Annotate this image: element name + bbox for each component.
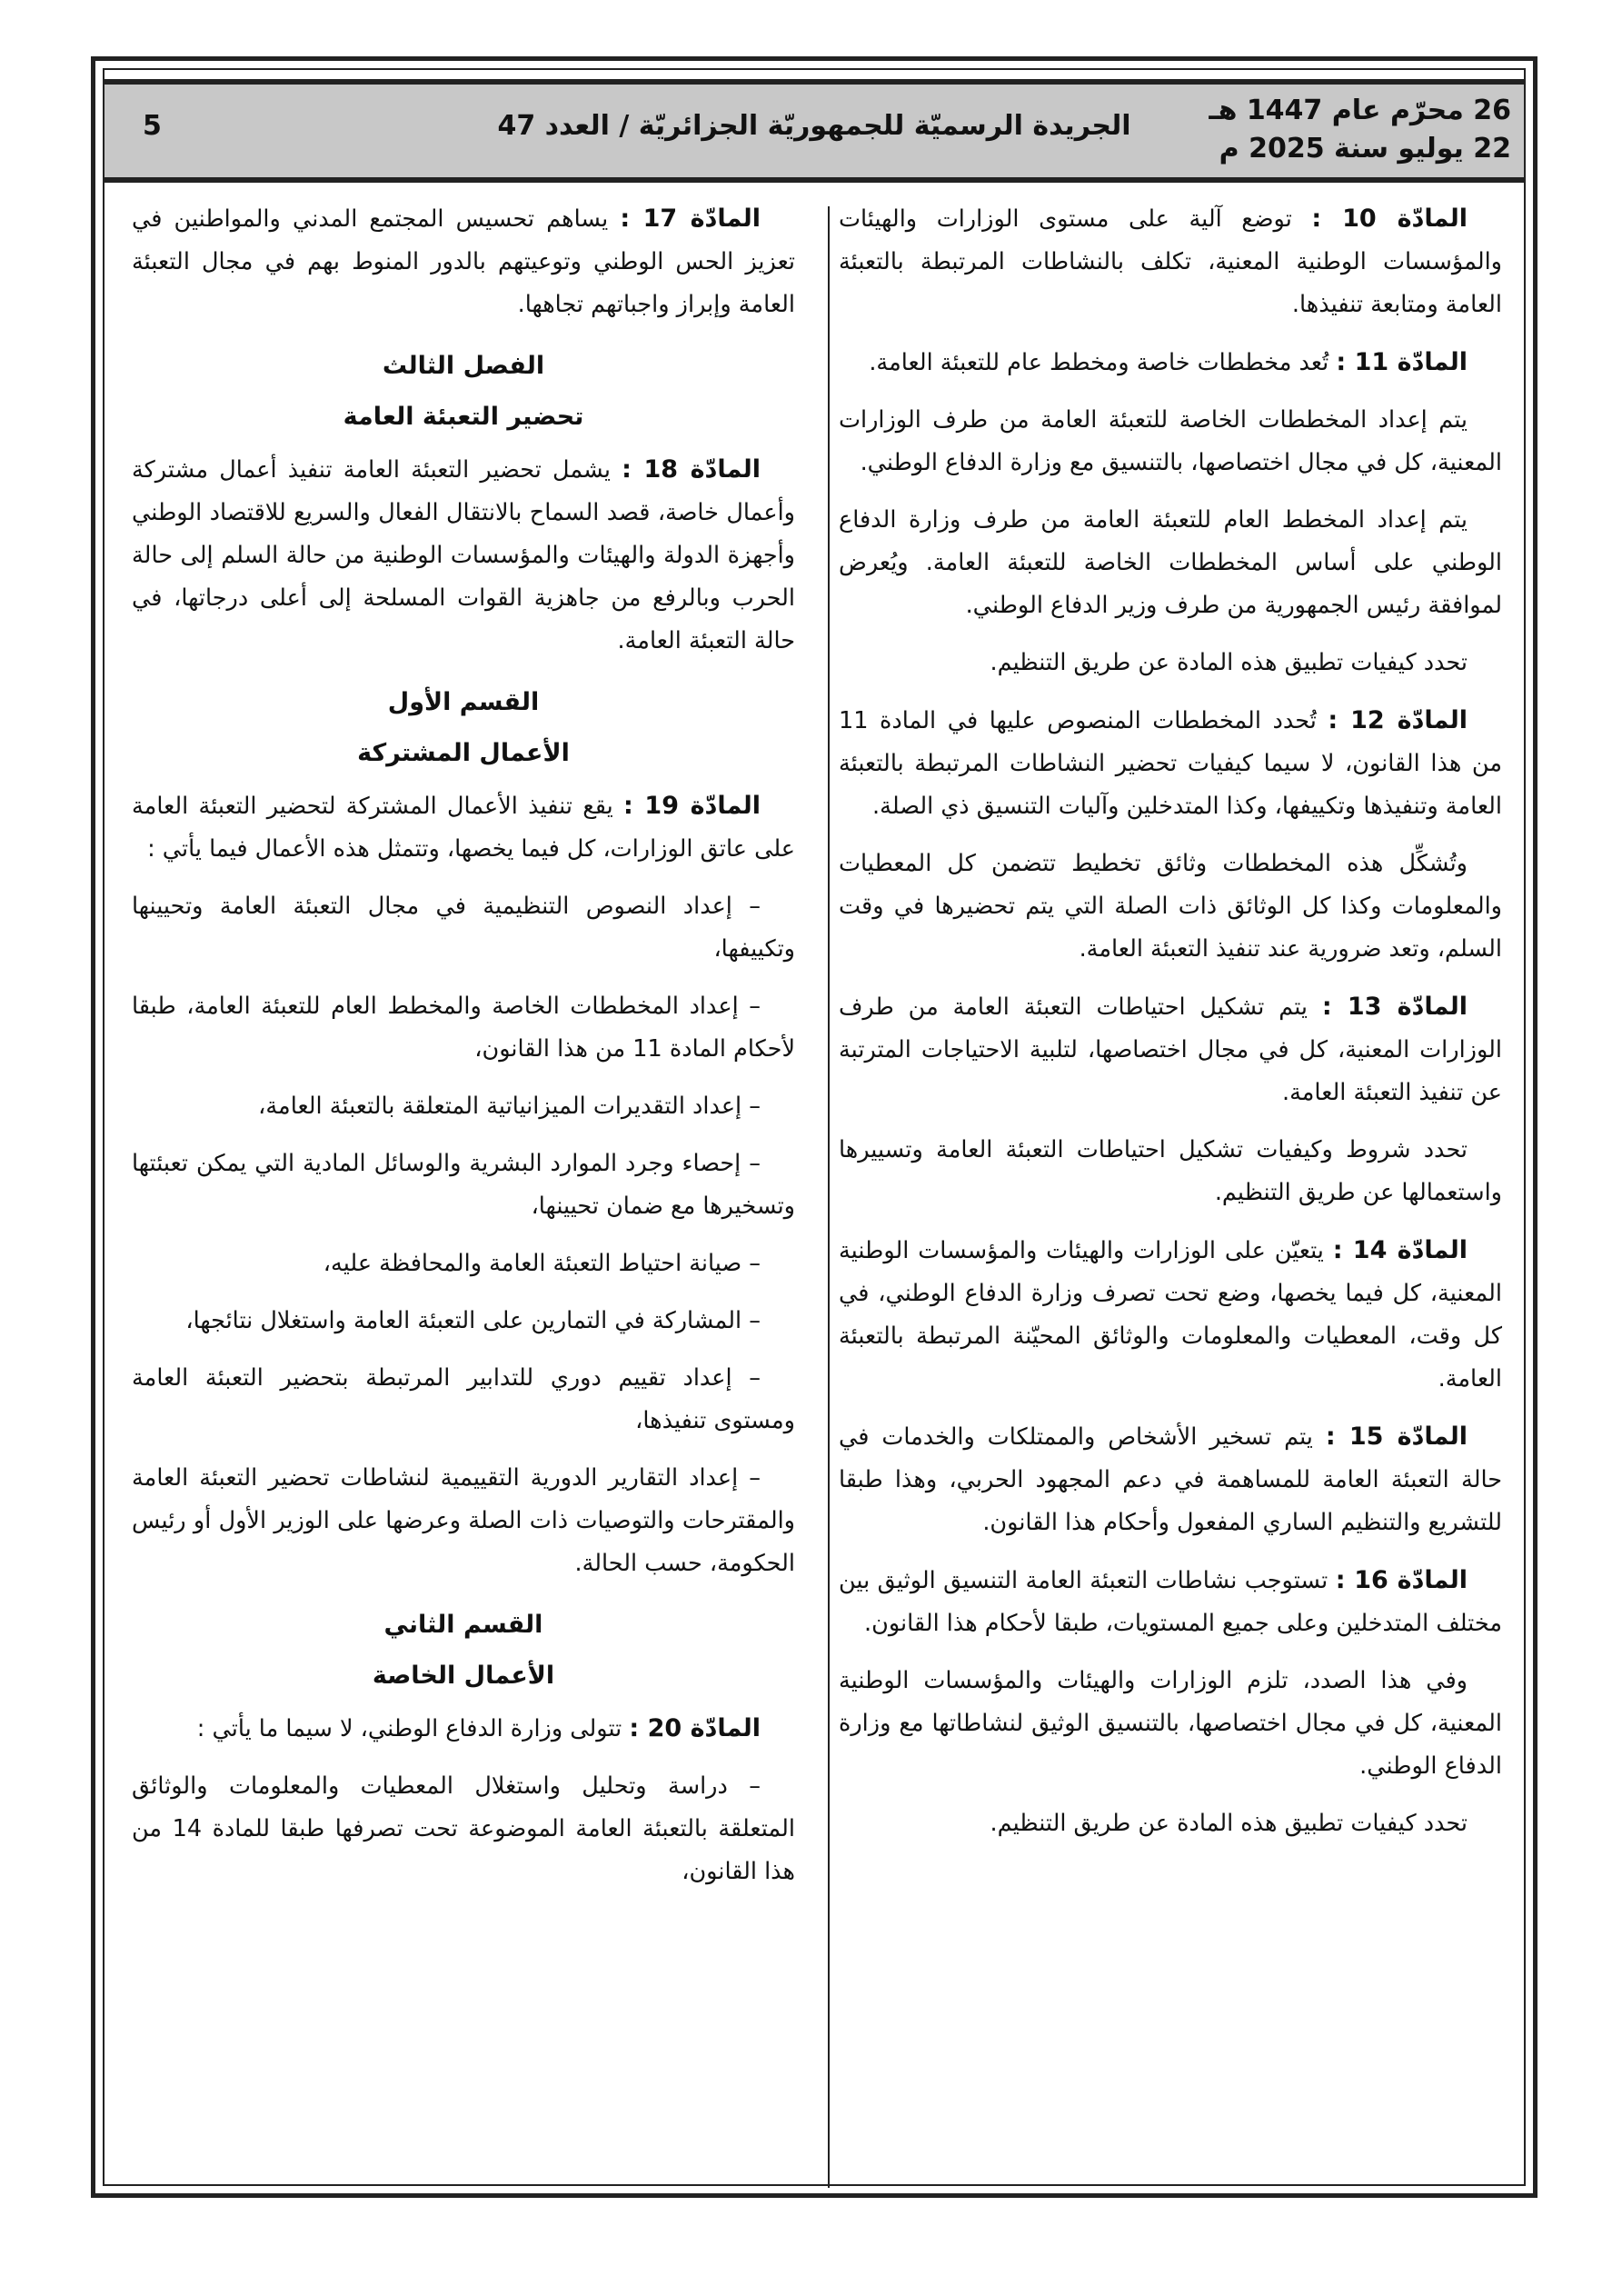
paragraph bbox=[839, 642, 1502, 684]
paragraph-text: تحدد شروط وكيفيات تشكيل احتياطات التعبئة العامة وتسييرها واستعمالها عن طريق التنظيم. bbox=[839, 1136, 1502, 1206]
article-number: المادّة 20 : bbox=[629, 1714, 761, 1742]
section-subheading: الأعمال الخاصة bbox=[372, 1662, 555, 1690]
paragraph bbox=[132, 1085, 795, 1128]
paragraph-text: يتم تشكيل احتياطات التعبئة العامة من طرف الوزارات المعنية، كل في مجال اختصاصها، لتلبية الاحتياجات المترتبة عن تنفيذ التعبئة العامة. bbox=[839, 993, 1502, 1106]
section-heading: الفصل الثالث bbox=[382, 352, 545, 380]
article-paragraph bbox=[839, 1559, 1502, 1645]
paragraph bbox=[839, 1129, 1502, 1214]
paragraph-text: تُحدد المخططات المنصوص عليها في المادة 11 من هذا القانون، لا سيما كيفيات تحضير النشاطات المرتبطة بالتعبئة العامة وتنفيذها وتكييفها، وكذا المتدخلين وآليات التنسيق ذي الصلة. bbox=[839, 707, 1502, 820]
article-paragraph bbox=[132, 448, 795, 663]
article-paragraph bbox=[839, 197, 1502, 326]
article-number: المادّة 12 : bbox=[1328, 706, 1468, 734]
paragraph bbox=[839, 1660, 1502, 1788]
article-number: المادّة 15 : bbox=[1325, 1423, 1468, 1451]
paragraph bbox=[839, 499, 1502, 627]
paragraph-text: – إعداد النصوص التنظيمية في مجال التعبئة العامة وتحيينها وتكييفها، bbox=[132, 893, 795, 963]
article-number: المادّة 16 : bbox=[1335, 1566, 1468, 1594]
section-heading: القسم الثاني bbox=[383, 1611, 543, 1639]
hijri-date: 26 محرّم عام 1447 هـ bbox=[1209, 95, 1511, 126]
article-paragraph bbox=[132, 784, 795, 871]
paragraph bbox=[132, 1357, 795, 1442]
article-paragraph bbox=[132, 1707, 795, 1751]
paragraph-text: – إعداد التقديرات الميزانياتية المتعلقة بالتعبئة العامة، bbox=[258, 1093, 761, 1120]
paragraph-text: تستوجب نشاطات التعبئة العامة التنسيق الوثيق بين مختلف المتدخلين وعلى جميع المستويات، طبقا لأحكام هذا القانون. bbox=[839, 1567, 1502, 1637]
paragraph-text: – إعداد تقييم دوري للتدابير المرتبطة بتحضير التعبئة العامة ومستوى تنفيذها، bbox=[132, 1364, 795, 1434]
paragraph-text: تُعد مخططات خاصة ومخطط عام للتعبئة العامة. bbox=[869, 349, 1337, 376]
paragraph bbox=[132, 1765, 795, 1893]
article-number: المادّة 17 : bbox=[620, 205, 761, 233]
article-number: المادّة 13 : bbox=[1321, 993, 1468, 1021]
paragraph bbox=[132, 1143, 795, 1228]
page-header bbox=[104, 79, 1524, 183]
article-number: المادّة 11 : bbox=[1336, 348, 1468, 376]
paragraph-text: تتولى وزارة الدفاع الوطني، لا سيما ما يأتي : bbox=[196, 1715, 630, 1742]
paragraph-text: – صيانة احتياط التعبئة العامة والمحافظة عليه، bbox=[323, 1250, 761, 1277]
gregorian-date: 22 يوليو سنة 2025 م bbox=[1219, 133, 1511, 165]
paragraph-text: يساهم تحسيس المجتمع المدني والمواطنين في تعزيز الحس الوطني وتوعيتهم بالدور المنوط بهم في مجال التعبئة العامة وإبراز واجباتهم تجاهها. bbox=[132, 205, 795, 318]
page-frame-inner bbox=[103, 68, 1526, 2186]
paragraph-text: – دراسة وتحليل واستغلال المعطيات والمعلومات والوثائق المتعلقة بالتعبئة العامة الموضوعة تحت تصرفها طبقا للمادة 14 من هذا القانون، bbox=[132, 1772, 795, 1885]
article-number: المادّة 10 : bbox=[1311, 205, 1468, 233]
article-paragraph bbox=[839, 985, 1502, 1114]
paragraph bbox=[839, 843, 1502, 971]
right-column bbox=[839, 197, 1502, 1860]
paragraph bbox=[839, 1802, 1502, 1845]
paragraph-text: – إحصاء وجرد الموارد البشرية والوسائل المادية التي يمكن تعبئتها وتسخيرها مع ضمان تحيينها، bbox=[132, 1150, 795, 1220]
article-paragraph bbox=[839, 1415, 1502, 1544]
paragraph bbox=[132, 1457, 795, 1585]
paragraph-text: يتم إعداد المخططات الخاصة للتعبئة العامة من طرف الوزارات المعنية، كل في مجال اختصاصها، بالتنسيق مع وزارة الدفاع الوطني. bbox=[839, 406, 1502, 476]
article-paragraph bbox=[132, 197, 795, 326]
paragraph bbox=[132, 985, 795, 1071]
article-number: المادّة 14 : bbox=[1332, 1236, 1468, 1264]
paragraph-text: يشمل تحضير التعبئة العامة تنفيذ أعمال مشتركة وأعمال خاصة، قصد السماح بالانتقال الفعال والسريع للاقتصاد الوطني وأجهزة الدولة والهيئات والمؤسسات الوطنية من حالة السلم إلى حالة الحرب وبالرفع من جاهزية القوات المسلحة إلى أعلى درجاتها، في حالة التعبئة العامة. bbox=[132, 456, 795, 654]
paragraph bbox=[839, 399, 1502, 484]
paragraph bbox=[132, 885, 795, 971]
article-number: المادّة 19 : bbox=[623, 792, 761, 820]
article-paragraph bbox=[839, 1229, 1502, 1401]
paragraph-text: تحدد كيفيات تطبيق هذه المادة عن طريق التنظيم. bbox=[990, 1810, 1468, 1837]
section-subheading: تحضير التعبئة العامة bbox=[343, 403, 584, 431]
paragraph-text: يتعيّن على الوزارات والهيئات والمؤسسات الوطنية المعنية، كل فيما يخصها، وضع تحت تصرف وزارة الدفاع الوطني، في كل وقت، المعطيات والمعلومات والوثائق المحيّنة المرتبطة بالتعبئة العامة. bbox=[839, 1237, 1502, 1393]
paragraph-text: يتم تسخير الأشخاص والممتلكات والخدمات في حالة التعبئة العامة للمساهمة في دعم المجهود الحربي، وهذا طبقا للتشريع والتنظيم الساري المفعول وأحكام هذا القانون. bbox=[839, 1423, 1502, 1536]
paragraph-text: – إعداد التقارير الدورية التقييمية لنشاطات تحضير التعبئة العامة والمقترحات والتوصيات ذات الصلة وعرضها على الوزير الأول أو رئيس الحكومة، حسب الحالة. bbox=[132, 1464, 795, 1577]
paragraph-text: – المشاركة في التمارين على التعبئة العامة واستغلال نتائجها، bbox=[185, 1307, 761, 1334]
gazette-title: الجريدة الرسميّة للجمهوريّة الجزائريّة / العدد 47 bbox=[497, 110, 1131, 142]
paragraph bbox=[132, 1300, 795, 1343]
article-paragraph bbox=[839, 699, 1502, 828]
paragraph-text: يتم إعداد المخطط العام للتعبئة العامة من طرف وزارة الدفاع الوطني على أساس المخططات الخاصة للتعبئة العامة. ويُعرض لموافقة رئيس الجمهورية من طرف وزير الدفاع الوطني. bbox=[839, 506, 1502, 619]
paragraph-text: توضع آلية على مستوى الوزارات والهيئات والمؤسسات الوطنية المعنية، تكلف بالنشاطات المرتبطة بالتعبئة العامة ومتابعة تنفيذها. bbox=[839, 205, 1502, 318]
article-number: المادّة 18 : bbox=[622, 455, 761, 484]
section-heading: القسم الأول bbox=[387, 688, 540, 716]
page-frame bbox=[91, 56, 1537, 2198]
page-number: 5 bbox=[143, 110, 162, 142]
column-divider bbox=[828, 206, 830, 2188]
article-paragraph bbox=[839, 341, 1502, 384]
paragraph-text: – إعداد المخططات الخاصة والمخطط العام للتعبئة العامة، طبقا لأحكام المادة 11 من هذا القانون، bbox=[132, 993, 795, 1063]
paragraph-text: تحدد كيفيات تطبيق هذه المادة عن طريق التنظيم. bbox=[990, 649, 1468, 676]
paragraph-text: وفي هذا الصدد، تلزم الوزارات والهيئات والمؤسسات الوطنية المعنية، كل في مجال اختصاصها، بالتنسيق الوثيق لنشاطاتها مع وزارة الدفاع الوطني. bbox=[839, 1667, 1502, 1780]
paragraph bbox=[132, 1243, 795, 1285]
left-column bbox=[132, 197, 795, 1908]
paragraph-text: يقع تنفيذ الأعمال المشتركة لتحضير التعبئة العامة على عاتق الوزارات، كل فيما يخصها، وتتمثل هذه الأعمال فيما يأتي : bbox=[132, 793, 795, 863]
section-subheading: الأعمال المشتركة bbox=[357, 739, 570, 767]
paragraph-text: وتُشكِّل هذه المخططات وثائق تخطيط تتضمن كل المعطيات والمعلومات وكذا كل الوثائق ذات الصلة التي يتم تحضيرها في وقت السلم، وتعد ضرورية عند تنفيذ التعبئة العامة. bbox=[839, 850, 1502, 963]
